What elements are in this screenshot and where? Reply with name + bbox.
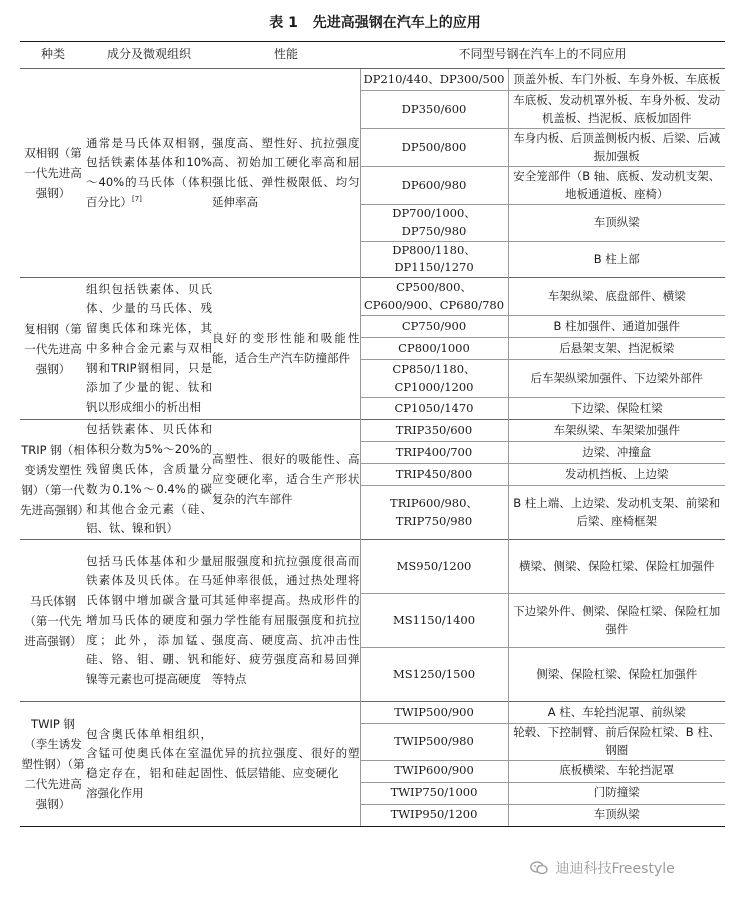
- steel-grade-cell: TWIP600/900: [360, 760, 508, 782]
- composition-cell: [86, 540, 212, 702]
- composition-cell: [86, 69, 212, 278]
- steel-grade-cell: TWIP500/900: [360, 702, 508, 724]
- reference-mark: [7]: [132, 195, 142, 204]
- composition-text: 包括铁素体、贝氏体和体积分数为5%～20%的残留奥氏体，含质量分数为0.1%～0.4%的碳和其他合金元素（硅、铝、钛、镍和钒）: [86, 422, 212, 536]
- table-caption: [0, 12, 750, 32]
- properties-cell: 高塑性、很好的吸能性、高应变硬化率，适合生产形状复杂的汽车部件: [212, 420, 360, 540]
- steel-kind-cell: TWIP 钢（孪生诱发塑性钢）（第二代先进高强钢）: [20, 702, 86, 827]
- steel-grade-cell: DP600/980: [360, 167, 508, 205]
- steel-grade-cell: MS1150/1400: [360, 594, 508, 648]
- wechat-icon: [530, 861, 548, 875]
- steel-kind-cell: 马氏体钢（第一代先进高强钢）: [20, 540, 86, 702]
- table-number: 表 1: [269, 15, 298, 31]
- application-cell: 下边梁、保险杠梁: [508, 398, 725, 420]
- steel-kind-cell: TRIP 钢（相变诱发塑性钢）（第一代先进高强钢）: [20, 420, 86, 540]
- application-cell: 车架纵梁、车架梁加强件: [508, 420, 725, 442]
- application-cell: A 柱、车轮挡泥罩、前纵梁: [508, 702, 725, 724]
- steel-grade-cell: TRIP350/600: [360, 420, 508, 442]
- steel-kind-cell: 复相钢（第一代先进高强钢）: [20, 278, 86, 420]
- composition-text: 包含奥氏体单相组织，含锰可使奥氏体在室温稳定存在，铝和硅起固溶强化作用: [86, 726, 212, 800]
- steel-grade-cell: TRIP400/700: [360, 442, 508, 464]
- application-cell: 门防撞梁: [508, 782, 725, 804]
- application-cell: 侧梁、保险杠梁、保险杠加强件: [508, 648, 725, 702]
- composition-cell: [86, 420, 212, 540]
- application-cell: 边梁、冲撞盒: [508, 442, 725, 464]
- header-composition: 成分及微观组织: [86, 42, 212, 69]
- steel-grade-cell: TRIP600/980、TRIP750/980: [360, 486, 508, 540]
- watermark: [530, 858, 675, 878]
- application-cell: 车顶纵梁: [508, 205, 725, 242]
- steel-grade-cell: TWIP500/980: [360, 724, 508, 761]
- steel-grade-cell: CP850/1180、CP1000/1200: [360, 360, 508, 398]
- application-cell: 车架纵梁、底盘部件、横梁: [508, 278, 725, 316]
- composition-text: 组织包括铁素体、贝氏体、少量的马氏体、残留奥氏体和珠光体，其中多种合金元素与双相钢和TRIP钢相同，只是添加了少量的铌、钛和钒以形成细小的析出相: [86, 281, 212, 415]
- steel-grade-cell: CP500/800、CP600/900、CP680/780: [360, 278, 508, 316]
- application-cell: 底板横梁、车轮挡泥罩: [508, 760, 725, 782]
- application-cell: 发动机挡板、上边梁: [508, 464, 725, 486]
- table-body: [20, 69, 725, 827]
- table-title: 先进高强钢在汽车上的应用: [312, 15, 481, 31]
- header-kind: 种类: [20, 42, 86, 69]
- application-cell: 后车架纵梁加强件、下边梁外部件: [508, 360, 725, 398]
- application-cell: 车身内板、后顶盖侧板内板、后梁、后减振加强板: [508, 129, 725, 167]
- header-row: [20, 42, 725, 69]
- application-cell: B 柱加强件、通道加强件: [508, 316, 725, 338]
- steel-grade-cell: MS950/1200: [360, 540, 508, 594]
- steel-grade-cell: TWIP750/1000: [360, 782, 508, 804]
- header-applications: 不同型号钢在汽车上的不同应用: [360, 42, 725, 69]
- steel-grade-cell: CP1050/1470: [360, 398, 508, 420]
- application-cell: B 柱上部: [508, 241, 725, 278]
- composition-text: 通常是马氏体双相钢，包括铁素体基体和10%～40%的马氏体（体积百分比）: [86, 135, 212, 209]
- application-cell: B 柱上端、上边梁、发动机支架、前梁和后梁、座椅框架: [508, 486, 725, 540]
- steel-grade-cell: DP500/800: [360, 129, 508, 167]
- properties-cell: 优异的抗拉强度、很好的塑性、低层错能、应变硬化: [212, 702, 360, 827]
- properties-cell: 强度高、塑性好、抗拉强度高、初始加工硬化率高和屈强比低、弹性极限低、均匀延伸率高: [212, 69, 360, 278]
- properties-cell: 良好的变形性能和吸能性能，适合生产汽车防撞部件: [212, 278, 360, 420]
- properties-cell: 屈服强度和抗拉强度很高而延伸率很低，通过热处理将其延伸率提高。热成形件的力学性能有屈服强度和抗拉强度高、硬度高、抗冲击性能好、疲劳强度高和易回弹等特点: [212, 540, 360, 702]
- steel-grade-cell: MS1250/1500: [360, 648, 508, 702]
- watermark-text: 迪迪科技Freestyle: [555, 861, 675, 877]
- steel-grade-cell: CP750/900: [360, 316, 508, 338]
- table-row: [20, 540, 725, 594]
- composition-text: 包括马氏体基体和少量铁素体及贝氏体。在马氏体钢中增加碳含量可增加马氏体的硬度和强度；此外，添加锰、硅、铬、钼、硼、钒和镍等元素也可提高硬度: [86, 553, 212, 687]
- steel-grade-cell: TWIP950/1200: [360, 804, 508, 826]
- application-cell: 顶盖外板、车门外板、车身外板、车底板: [508, 69, 725, 91]
- application-cell: 车顶纵梁: [508, 804, 725, 826]
- application-cell: 横梁、侧梁、保险杠梁、保险杠加强件: [508, 540, 725, 594]
- application-cell: 下边梁外件、侧梁、保险杠梁、保险杠加强件: [508, 594, 725, 648]
- table-row: [20, 69, 725, 91]
- composition-cell: [86, 702, 212, 827]
- table-row: [20, 702, 725, 724]
- steel-grade-cell: DP210/440、DP300/500: [360, 69, 508, 91]
- composition-cell: [86, 278, 212, 420]
- steel-kind-cell: 双相钢（第一代先进高强钢）: [20, 69, 86, 278]
- header-properties: 性能: [212, 42, 360, 69]
- steel-grade-cell: TRIP450/800: [360, 464, 508, 486]
- table-row: [20, 278, 725, 316]
- steel-application-table: [20, 41, 725, 827]
- application-cell: 轮毂、下控制臂、前后保险杠梁、B 柱、钢圈: [508, 724, 725, 761]
- steel-grade-cell: DP350/600: [360, 91, 508, 129]
- application-cell: 安全笼部件（B 轴、底板、发动机支架、地板通道板、座椅）: [508, 167, 725, 205]
- steel-grade-cell: DP800/1180、DP1150/1270: [360, 241, 508, 278]
- table-row: [20, 420, 725, 442]
- steel-grade-cell: DP700/1000、DP750/980: [360, 205, 508, 242]
- application-cell: 后悬架支架、挡泥板梁: [508, 338, 725, 360]
- application-cell: 车底板、发动机罩外板、车身外板、发动机盖板、挡泥板、底板加固件: [508, 91, 725, 129]
- steel-grade-cell: CP800/1000: [360, 338, 508, 360]
